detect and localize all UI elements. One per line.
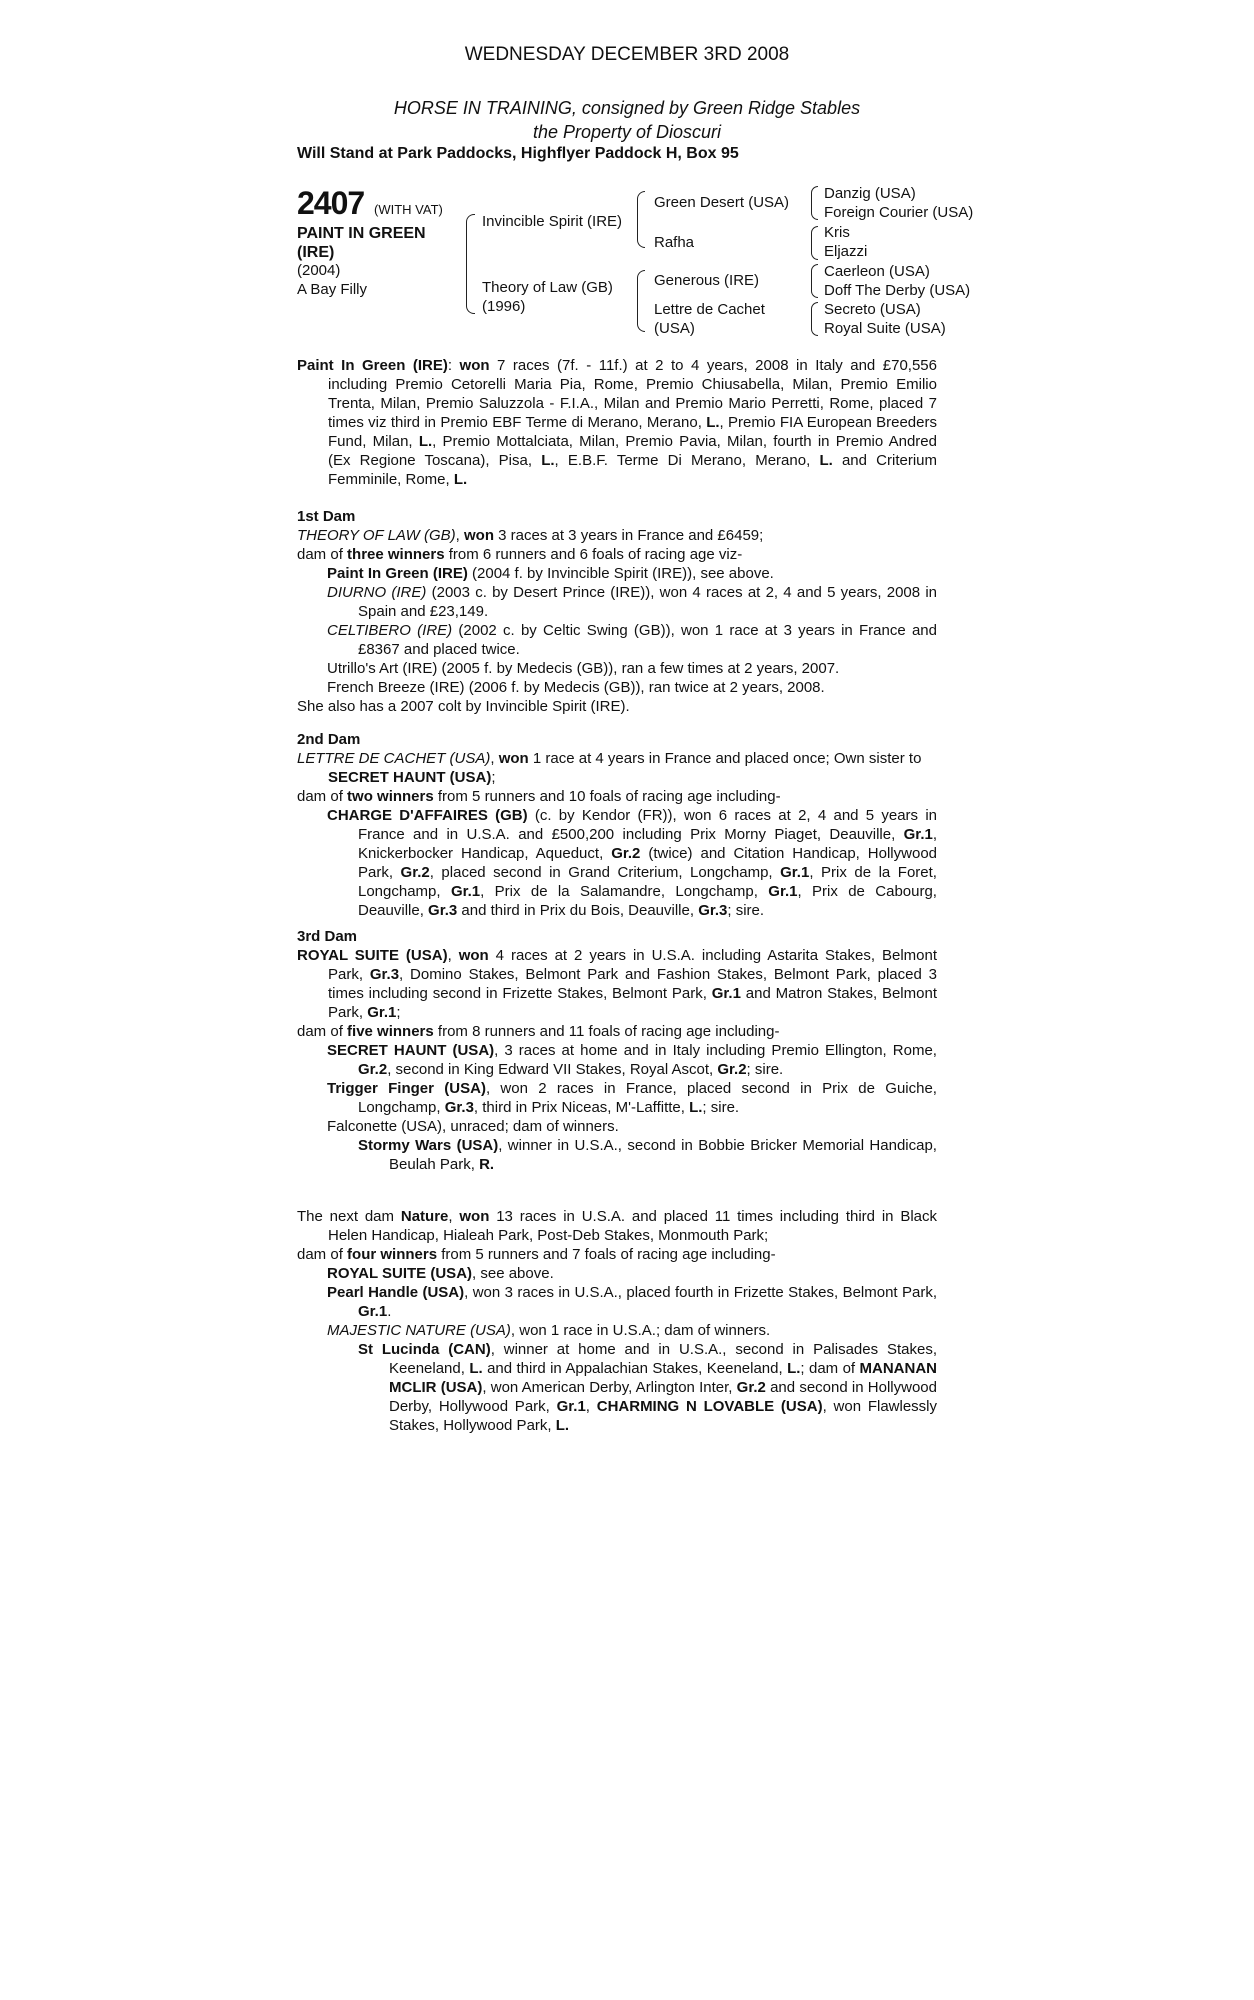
text: , second in King Edward VII Stakes, Royal Ascot, — [387, 1061, 718, 1078]
group-mark: Gr.2 — [736, 1379, 766, 1396]
second-dam-name: LETTRE DE CACHET (USA) — [297, 750, 491, 767]
group-mark: Gr.1 — [768, 883, 798, 900]
pedigree-ddd: Royal Suite (USA) — [824, 320, 946, 337]
group-mark: Gr.1 — [711, 985, 741, 1002]
produce-entry — [297, 1340, 937, 1435]
produce-name: ROYAL SUITE (USA) — [327, 1265, 473, 1282]
produce-name: SECRET HAUNT (USA) — [327, 1042, 495, 1059]
text: , won 3 races in U.S.A., placed fourth in Frizette Stakes, Belmont Park, — [464, 1284, 937, 1301]
pedigree-dam-year: (1996) — [482, 298, 526, 315]
produce-entry — [297, 1136, 937, 1174]
brace-ss — [811, 186, 818, 220]
text: , 3 races at home and in Italy including Premio Ellington, Rome, — [494, 1042, 937, 1059]
text: , — [585, 1398, 597, 1415]
first-dam-name: THEORY OF LAW (GB) — [297, 527, 456, 544]
race-record-text: , Premio Mottalciata, Milan, Premio Pavia, Milan, fourth in Premio Andred (Ex Regione Toscana), Pisa, — [328, 433, 937, 469]
text: The next dam — [297, 1208, 401, 1225]
text: and Matron Stakes, Belmont Park, — [328, 985, 937, 1021]
listed-mark: L. — [689, 1099, 703, 1116]
group-mark: Gr.1 — [903, 826, 933, 843]
produce-entry — [297, 806, 937, 920]
produce-entry — [297, 1321, 937, 1340]
pedigree-sds: Kris — [824, 224, 850, 241]
next-dam-name: Nature — [400, 1208, 449, 1225]
produce-name: MAJESTIC NATURE (USA) — [327, 1322, 511, 1339]
text: dam of — [297, 546, 348, 563]
won-word: won — [458, 947, 489, 964]
produce-name: Stormy Wars (USA) — [358, 1137, 499, 1154]
race-record-paragraph: Paint In Green (IRE): won 7 races (7f. - 11f.) at 2 to 4 years, 2008 in Italy and £70,556 including Premio Cetorelli Maria Pia, Rome, Premio Chiusabella, Milan, Premio Emilio Trenta, Milan, Premio Saluzzola - F.I.A., Milan and Premio Mario Perretti, Rome, placed 7 times viz third in Premio EBF Terme di Merano, Merano, L., Premio FIA European Breeders Fund, Milan, L., Premio Mottalciata, Milan, Premio Pavia, Milan, fourth in Premio Andred (Ex Regione Toscana), Pisa, L., E.B.F. Terme Di Merano, Merano, L. and Criterium Femminile, Rome, L. — [297, 357, 938, 488]
text: dam of — [297, 788, 348, 805]
text: ; — [396, 1004, 401, 1021]
text: , won 1 race in U.S.A.; dam of winners. — [510, 1322, 771, 1339]
text: 1 race at 4 years in France and placed once; Own sister to — [528, 750, 922, 767]
listed-mark: L. — [418, 433, 433, 450]
pedigree-sire-dam: Rafha — [654, 234, 695, 251]
pedigree-ssd: Foreign Courier (USA) — [824, 204, 974, 221]
lot-number: 2407 — [297, 185, 365, 221]
second-dam-section — [297, 730, 937, 920]
text: , winner at home and in U.S.A., second in Palisades Stakes, Keeneland, — [389, 1341, 938, 1377]
text: from 5 runners and 7 foals of racing age including- — [437, 1246, 776, 1263]
text: 4 races at 2 years in U.S.A. including Astarita Stakes, Belmont Park, — [328, 947, 938, 983]
group-mark: Gr.3 — [428, 902, 458, 919]
won-word: won — [459, 1208, 490, 1225]
produce-name: Pearl Handle (USA) — [327, 1284, 465, 1301]
text: from 5 runners and 10 foals of racing age including- — [433, 788, 781, 805]
sister-name: SECRET HAUNT (USA) — [328, 769, 492, 786]
listed-mark: L. — [787, 1360, 801, 1377]
produce-name: DIURNO (IRE) — [327, 584, 427, 601]
brace-dam — [637, 270, 645, 332]
group-mark: Gr.3 — [698, 902, 728, 919]
horse-year: (2004) — [297, 262, 341, 279]
text: and second in Hollywood Derby, Hollywood Park, — [389, 1379, 937, 1415]
winner-count: two winners — [347, 788, 434, 805]
first-dam-section — [297, 507, 937, 716]
text: , see above. — [472, 1265, 554, 1282]
won-word: won — [498, 750, 529, 767]
third-dam-heading: 3rd Dam — [297, 928, 358, 945]
sale-date: WEDNESDAY DECEMBER 3RD 2008 — [464, 44, 790, 65]
text: ; dam of — [800, 1360, 860, 1377]
text: , — [448, 1208, 460, 1225]
text: and third in Appalachian Stakes, Keeneland, — [482, 1360, 788, 1377]
horse-description: A Bay Filly — [297, 281, 368, 298]
horse-name: PAINT IN GREEN (IRE) — [297, 225, 426, 261]
listed-mark: L. — [453, 471, 468, 488]
first-dam-line: THEORY OF LAW (GB), won 3 races at 3 years in France and £6459; — [297, 527, 764, 544]
produce-name: Paint In Green (IRE) — [327, 565, 468, 582]
pedigree-dam: Theory of Law (GB) — [482, 279, 613, 296]
race-record-text: , Premio FIA European Breeders Fund, Milan, — [328, 414, 937, 450]
brace-sire — [637, 191, 645, 248]
pedigree-dds: Secreto (USA) — [824, 301, 921, 318]
produce-name: MANANAN MCLIR (USA) — [389, 1360, 938, 1396]
first-dam-heading: 1st Dam — [297, 508, 356, 525]
produce-entry — [297, 1041, 937, 1079]
brace-ds — [811, 264, 818, 298]
group-mark: Gr.1 — [358, 1303, 388, 1320]
text: , won American Derby, Arlington Inter, — [482, 1379, 737, 1396]
pedigree-dss: Caerleon (USA) — [824, 263, 930, 280]
pedigree-dam-dam: Lettre de Cachet — [654, 301, 765, 318]
group-mark: Gr.2 — [611, 845, 641, 862]
produce-name: CELTIBERO (IRE) — [327, 622, 453, 639]
race-record-text: and Criterium Femminile, Rome, — [328, 452, 938, 488]
produce-text: (2004 f. by Invincible Spirit (IRE)), see above. — [467, 565, 774, 582]
group-mark: Gr.1 — [450, 883, 481, 900]
next-dam-section — [297, 1207, 937, 1435]
text: , Knickerbocker Handicap, Aqueduct, — [358, 826, 937, 862]
group-mark: Gr.2 — [358, 1061, 388, 1078]
second-dam-produce-summary — [297, 787, 937, 806]
race-record-text: , E.B.F. Terme Di Merano, Merano, — [554, 452, 820, 469]
next-dam-produce-summary — [297, 1245, 937, 1264]
race-record-text: 7 races (7f. - 11f.) at 2 to 4 years, 2008 in Italy and £70,556 including Premio Cetorelli Maria Pia, Rome, Premio Chiusabella, Milan, Premio Emilio Trenta, Milan, Premio Saluzzola - F.I.A., Milan and Premio Mario Perretti, Rome, placed 7 times viz third in Premio EBF Terme di Merano, Merano, — [328, 357, 937, 431]
text: ; — [491, 769, 496, 786]
produce-entry — [297, 1264, 937, 1283]
group-mark: Gr.2 — [717, 1061, 747, 1078]
listed-mark: L. — [541, 452, 555, 469]
pedigree-dam-dam-country: (USA) — [654, 320, 695, 337]
stand-line: Will Stand at Park Paddocks, Highflyer Paddock H, Box 95 — [297, 145, 739, 162]
text: ; sire. — [727, 902, 765, 919]
winner-count: four winners — [347, 1246, 438, 1263]
group-mark: Gr.2 — [400, 864, 430, 881]
text: from 8 runners and 11 foals of racing age including- — [433, 1023, 780, 1040]
text: . — [387, 1303, 392, 1320]
produce-name: St Lucinda (CAN) — [358, 1341, 491, 1358]
produce-entry: Utrillo's Art (IRE) (2005 f. by Medecis (GB)), ran a few times at 2 years, 2007. — [327, 660, 840, 677]
produce-entry — [297, 564, 937, 583]
winner-count: five winners — [347, 1023, 434, 1040]
text: dam of — [297, 1023, 348, 1040]
first-dam-note: She also has a 2007 colt by Invincible Spirit (IRE). — [297, 698, 630, 715]
group-mark: Gr.1 — [780, 864, 810, 881]
consignment-line: HORSE IN TRAINING, consigned by Green Ridge Stables — [393, 98, 861, 118]
pedigree-sss: Danzig (USA) — [824, 185, 916, 202]
brace-main — [466, 214, 475, 314]
text: ; sire. — [702, 1099, 740, 1116]
won-word: won — [463, 527, 494, 544]
produce-entry — [297, 1283, 937, 1321]
listed-mark: L. — [469, 1360, 483, 1377]
produce-name: CHARMING N LOVABLE (USA) — [596, 1398, 823, 1415]
third-dam-name: ROYAL SUITE (USA) — [297, 947, 448, 964]
next-dam-line — [297, 1207, 937, 1245]
text: , winner in U.S.A., second in Bobbie Bricker Memorial Handicap, Beulah Park, — [389, 1137, 937, 1173]
third-dam-line: ROYAL SUITE (USA), won 4 races at 2 years in U.S.A. including Astarita Stakes, Belmont Park, Gr.3, Domino Stakes, Belmont Park and Fashion Stakes, Belmont Park, placed 3 times including second in Frizette Stakes, Belmont Park, Gr.1 and Matron Stakes, Belmont Park, Gr.1; — [297, 947, 938, 1021]
group-mark: Gr.1 — [367, 1004, 397, 1021]
text: , third in Prix Niceas, M'-Laffitte, — [473, 1099, 690, 1116]
second-dam-heading: 2nd Dam — [297, 731, 361, 748]
text: from 6 runners and 6 foals of racing age viz- — [444, 546, 743, 563]
produce-name: Trigger Finger (USA) — [327, 1080, 486, 1097]
text: , Prix de la Foret, Longchamp, — [358, 864, 937, 900]
text: (c. by Kendor (FR)), won 6 races at 2, 4 and 5 years in France and in U.S.A. and £500,200 including Prix Morny Piaget, Deauville, — [358, 807, 937, 843]
group-mark: Gr.1 — [556, 1398, 586, 1415]
text: , Domino Stakes, Belmont Park and Fashion Stakes, Belmont Park, placed 3 times including second in Frizette Stakes, Belmont Park, — [328, 966, 937, 1002]
pedigree-sdd: Eljazzi — [824, 243, 868, 260]
won-word: won — [459, 357, 490, 374]
listed-mark: L. — [819, 452, 833, 469]
pedigree-dsd: Doff The Derby (USA) — [824, 282, 971, 299]
winner-count: three winners — [347, 546, 445, 563]
third-dam-section — [297, 927, 937, 1174]
produce-entry — [297, 583, 937, 621]
pedigree-sire-sire: Green Desert (USA) — [654, 194, 790, 211]
produce-entry — [297, 621, 937, 659]
property-line: the Property of Dioscuri — [532, 122, 722, 142]
text: , won 2 races in France, placed second in Prix de Guiche, Longchamp, — [358, 1080, 937, 1116]
first-dam-record: 3 races at 3 years in France and £6459; — [493, 527, 764, 544]
first-dam-produce-summary — [297, 545, 937, 564]
text: ; sire. — [746, 1061, 784, 1078]
listed-mark: L. — [555, 1417, 570, 1434]
produce-text: (2002 c. by Celtic Swing (GB)), won 1 race at 3 years in France and £8367 and placed twice. — [358, 622, 937, 658]
text: , Prix de Cabourg, Deauville, — [358, 883, 937, 919]
restricted-mark: R. — [479, 1156, 495, 1173]
text: dam of — [297, 1246, 348, 1263]
brace-dd — [811, 302, 818, 336]
produce-entry: Falconette (USA), unraced; dam of winners. — [327, 1118, 619, 1135]
race-record — [297, 356, 937, 489]
third-dam-produce-summary — [297, 1022, 937, 1041]
race-record-name: Paint In Green (IRE) — [297, 357, 448, 374]
second-dam-line: LETTRE DE CACHET (USA), won 1 race at 4 years in France and placed once; Own sister to SECRET HAUNT (USA); — [297, 750, 922, 786]
produce-name: CHARGE D'AFFAIRES (GB) — [327, 807, 528, 824]
pedigree-sire: Invincible Spirit (IRE) — [482, 213, 623, 230]
brace-sd — [811, 226, 818, 260]
vat-note: (WITH VAT) — [374, 202, 443, 217]
produce-entry — [297, 1079, 937, 1117]
text: , won Flawlessly Stakes, Hollywood Park, — [389, 1398, 937, 1434]
listed-mark: L. — [706, 414, 720, 431]
text: , Prix de la Salamandre, Longchamp, — [480, 883, 769, 900]
produce-entry: French Breeze (IRE) (2006 f. by Medecis (GB)), ran twice at 2 years, 2008. — [327, 679, 825, 696]
produce-text: (2003 c. by Desert Prince (IRE)), won 4 races at 2, 4 and 5 years, 2008 in Spain and £23,149. — [358, 584, 937, 620]
text: and third in Prix du Bois, Deauville, — [457, 902, 699, 919]
text: , placed second in Grand Criterium, Longchamp, — [429, 864, 781, 881]
group-mark: Gr.3 — [369, 966, 400, 983]
text: (twice) and Citation Handicap, Hollywood Park, — [358, 845, 937, 881]
pedigree-dam-sire: Generous (IRE) — [654, 272, 760, 289]
text: 13 races in U.S.A. and placed 11 times including third in Black Helen Handicap, Hialeah Park, Post-Deb Stakes, Monmouth Park; — [328, 1208, 938, 1244]
group-mark: Gr.3 — [444, 1099, 474, 1116]
